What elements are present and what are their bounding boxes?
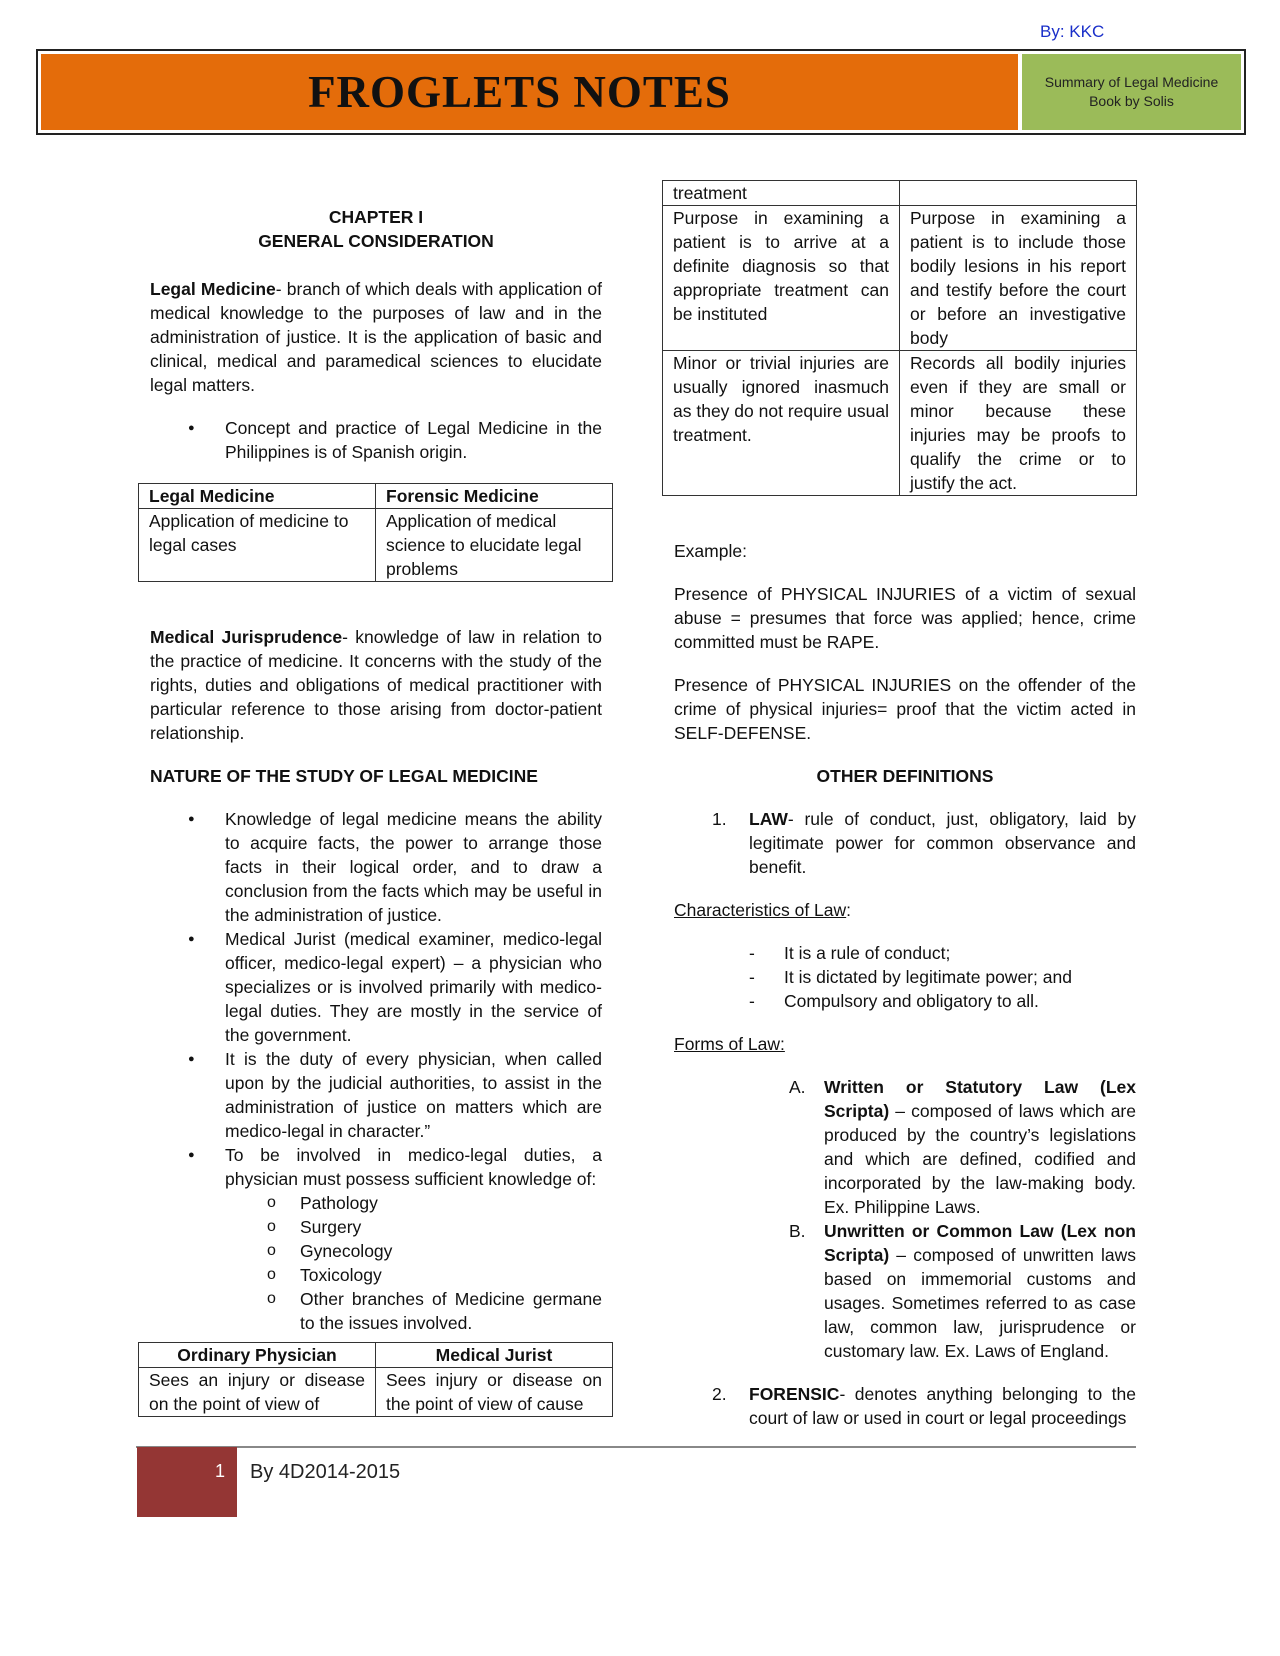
table-cell: Application of medical science to elucidate legal problems (376, 509, 613, 582)
chapter-number: CHAPTER I (328, 207, 424, 227)
list-item: o Pathology (300, 1191, 602, 1215)
physician-vs-jurist-table (138, 1342, 613, 1417)
law-definition: - rule of conduct, just, obligatory, laid by legitimate power for common observance and benefit. (749, 809, 1136, 877)
example-label: Example: (674, 541, 747, 561)
medical-jurisprudence-term: Medical Jurisprudence (150, 627, 343, 647)
list-item: o Gynecology (300, 1239, 602, 1263)
list-item: o Other branches of Medicine germane to the issues involved. (300, 1287, 602, 1335)
footer-credit: By 4D2014-2015 (250, 1461, 401, 1483)
list-item: - It is dictated by legitimate power; and (749, 967, 1072, 987)
legal-medicine-paragraph (150, 277, 602, 397)
knowledge-sublist (150, 1191, 602, 1335)
forensic-term: FORENSIC (749, 1384, 840, 1404)
medical-jurisprudence-definition: - knowledge of law in relation to the practice of medicine. It concerns with the study of the rights, duties and obligations of medical practitioner with particular reference to those arising from doctor-patient relationship. (150, 627, 602, 743)
list-item: ● Knowledge of legal medicine means the ability to acquire facts, the power to arrange those facts in their logical order, and to draw a conclusion from the facts which may be useful in the administration of justice. (225, 807, 602, 927)
banner-title-area (41, 54, 1018, 130)
forms-of-law-label: Forms of Law: (674, 1034, 785, 1054)
title-banner (36, 49, 1246, 135)
example-2: Presence of PHYSICAL INJURIES on the offender of the crime of physical injuries= proof that the victim acted in SELF-DEFENSE. (674, 675, 1136, 743)
medical-jurisprudence-paragraph (150, 625, 602, 745)
document-title: FROGLETS NOTES (308, 67, 731, 117)
list-item: o Surgery (300, 1215, 602, 1239)
table-cell: Sees injury or disease on the point of view of cause (376, 1368, 613, 1417)
table-cell: Minor or trivial injuries are usually ignored inasmuch as they do not require usual treatment. (663, 351, 900, 496)
list-item: ● To be involved in medico-legal duties, a physician must possess sufficient knowledge of: (225, 1143, 602, 1191)
other-definitions-heading: OTHER DEFINITIONS (816, 766, 994, 786)
chapter-title: GENERAL CONSIDERATION (258, 231, 494, 251)
list-item: ● Medical Jurist (medical examiner, medico-legal officer, medico-legal expert) – a physician who specializes or is involved primarily with medico-legal duties. They are mostly in the service of the government. (225, 927, 602, 1047)
footer-divider (136, 1446, 1136, 1448)
table-cell: Purpose in examining a patient is to include those bodily lesions in his report and testify before the court or before an investigative body (900, 206, 1137, 351)
table-cell: treatment (663, 181, 900, 206)
comparison-table-continued (662, 180, 1137, 496)
form-a-term: Written or Statutory Law (Lex Scripta) (824, 1077, 1136, 1121)
table-header: Medical Jurist (376, 1343, 613, 1368)
legal-medicine-term: Legal Medicine (150, 279, 276, 299)
table-cell: Sees an injury or disease on the point of view of (139, 1368, 376, 1417)
list-item: ● It is the duty of every physician, when called upon by the judicial authorities, to assist in the administration of justice on matters which are medico-legal in character.” (225, 1047, 602, 1143)
forensic-definition-item (674, 1382, 1136, 1430)
origin-bullet: ● Concept and practice of Legal Medicine in the Philippines is of Spanish origin. (225, 416, 602, 464)
table-cell (900, 181, 1137, 206)
subtitle-line-2: Book by Solis (1089, 93, 1174, 109)
characteristics-label: Characteristics of Law: (674, 900, 852, 920)
table-header: Forensic Medicine (376, 484, 613, 509)
law-definition-item (674, 807, 1136, 879)
list-item: A. Written or Statutory Law (Lex Scripta) – composed of laws which are produced by the country’s legislations and which are defined, codified and incorporated by the law-making body. Ex. Philippine Laws. (789, 1077, 1136, 1217)
item-number: 2. (712, 1384, 727, 1404)
nature-bullet-list (150, 807, 602, 1191)
banner-subtitle-box (1022, 54, 1241, 130)
list-item: o Toxicology (300, 1263, 602, 1287)
form-a-definition: – composed of laws which are produced by the country’s legislations and which are defined, codified and incorporated by the law-making body. Ex. Philippine Laws. (824, 1101, 1136, 1217)
nature-heading: NATURE OF THE STUDY OF LEGAL MEDICINE (150, 766, 538, 786)
right-column (664, 180, 1136, 1430)
table-header: Legal Medicine (139, 484, 376, 509)
legal-medicine-definition: - branch of which deals with application of medical knowledge to the purposes of law and in the administration of justice. It is the application of basic and clinical, medical and paramedical sciences to elucidate legal matters. (150, 279, 602, 395)
characteristics-list (664, 941, 1136, 1013)
list-item: - It is a rule of conduct; (749, 943, 951, 963)
item-number: 1. (712, 809, 727, 829)
form-b-definition: – composed of unwritten laws based on immemorial customs and usages. Sometimes referred to as case law, common law, jurisprudence or customary law. Ex. Laws of England. (824, 1245, 1136, 1361)
form-b-term: Unwritten or Common Law (Lex non Scripta) (824, 1221, 1136, 1265)
forms-of-law-list (664, 1075, 1136, 1363)
list-item: - Compulsory and obligatory to all. (749, 991, 1039, 1011)
origin-bullet-list (150, 416, 602, 464)
law-term: LAW (749, 809, 788, 829)
table-cell: Records all bodily injuries even if they are small or minor because these injuries may be proofs to qualify the crime or to justify the act. (900, 351, 1137, 496)
author-tag: By: KKC (1040, 22, 1105, 41)
page-number: 1 (137, 1447, 237, 1517)
example-1: Presence of PHYSICAL INJURIES of a victim of sexual abuse = presumes that force was applied; hence, crime committed must be RAPE. (674, 584, 1136, 652)
left-column (150, 205, 602, 1417)
table-cell: Application of medicine to legal cases (139, 509, 376, 582)
definitions-list-1 (664, 807, 1136, 879)
definitions-list-2 (664, 1382, 1136, 1430)
table-cell: Purpose in examining a patient is to arrive at a definite diagnosis so that appropriate treatment can be instituted (663, 206, 900, 351)
forensic-definition: - denotes anything belonging to the court of law or used in court or legal proceedings (749, 1384, 1136, 1428)
list-item: B. Unwritten or Common Law (Lex non Scripta) – composed of unwritten laws based on immemorial customs and usages. Sometimes referred to as case law, common law, jurisprudence or customary law. Ex. Laws of England. (789, 1221, 1136, 1361)
subtitle-line-1: Summary of Legal Medicine (1044, 74, 1219, 90)
legal-vs-forensic-table (138, 483, 613, 582)
table-header: Ordinary Physician (139, 1343, 376, 1368)
